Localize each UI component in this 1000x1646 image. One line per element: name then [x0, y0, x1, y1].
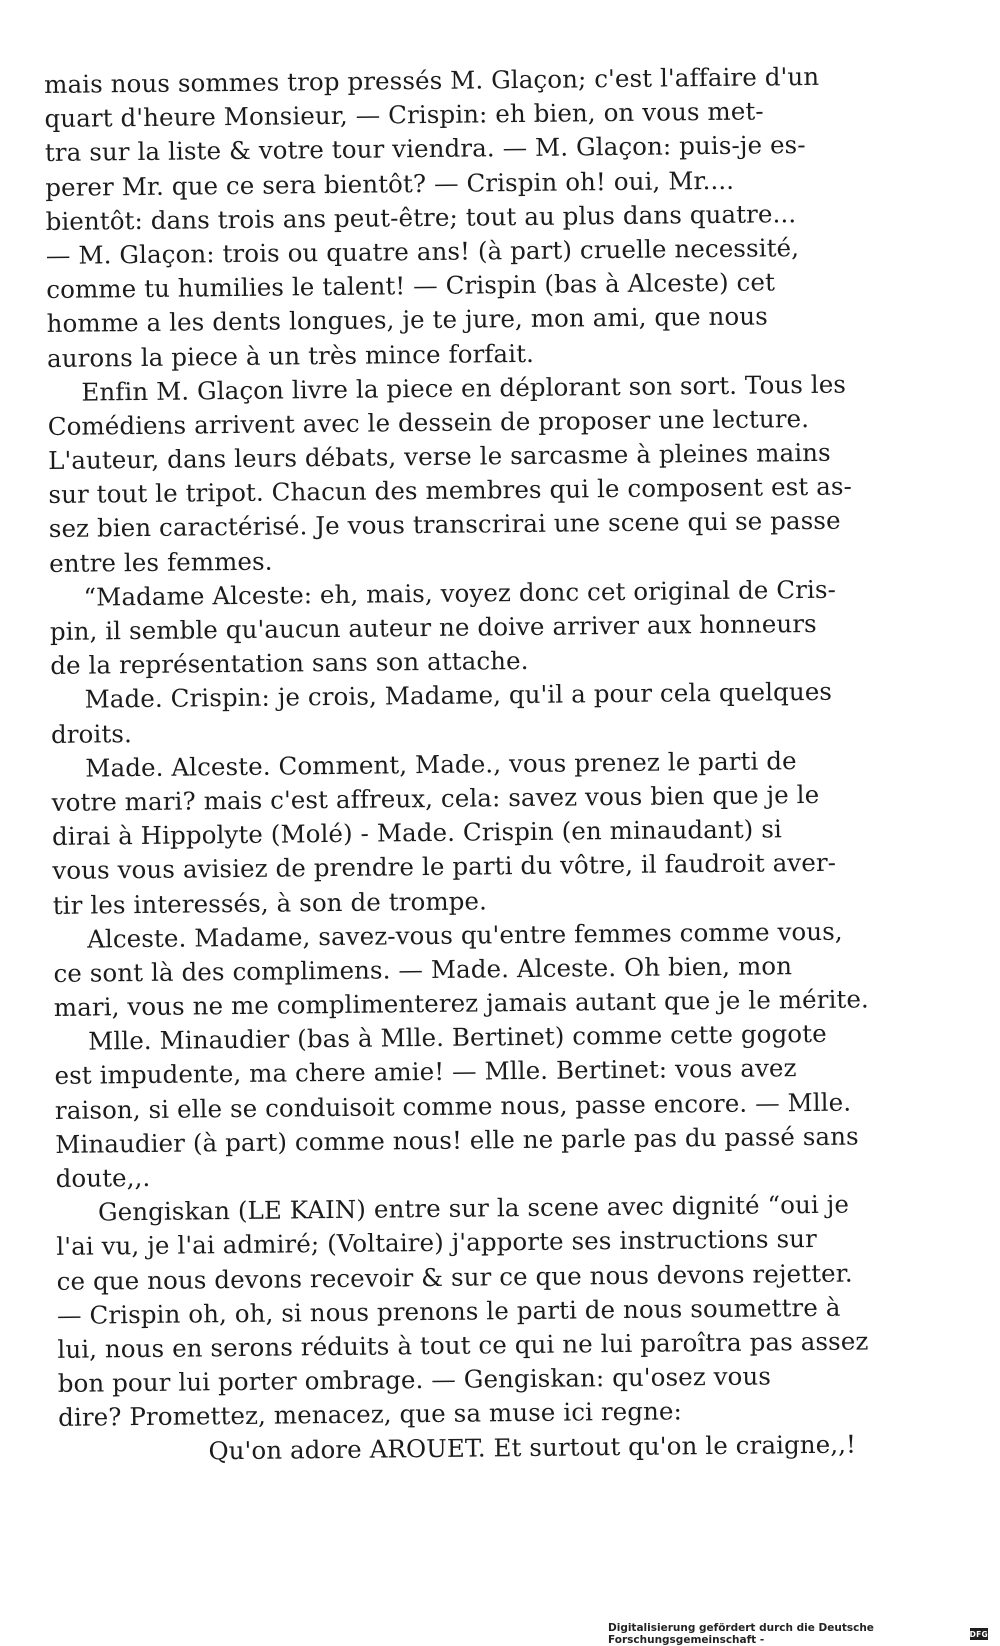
text-line: tra sur la liste & votre tour viendra. — M. Glaçon: puis-je es- [44, 130, 806, 168]
text-line: ce sont là des complimens. — Made. Alceste. Oh bien, mon [53, 951, 793, 988]
text-line: sez bien caractérisé. Je vous transcrirai une scene qui se passe [48, 506, 841, 544]
text-line: — M. Glaçon: trois ou quatre ans! (à part) cruelle necessité, [45, 233, 800, 270]
text-line: dire? Promettez, menacez, que sa muse ici regne: [57, 1396, 683, 1433]
text-line: L'auteur, dans leurs débats, verse le sarcasme à pleines mains [47, 437, 831, 476]
text-line: tir les interessés, à son de trompe. [52, 885, 488, 920]
text-line: entre les femmes. [49, 546, 273, 578]
text-line: Mlle. Minaudier (bas à Mlle. Bertinet) comme cette gogote [88, 1019, 827, 1056]
text-line: bon pour lui porter ombrage. — Gengiskan: qu'osez vous [57, 1361, 772, 1399]
page-text [44, 59, 939, 1470]
text-line: Alceste. Madame, savez-vous qu'entre femmes comme vous, [86, 916, 843, 954]
credit-text: Digitalisierung gefördert durch die Deutsche Forschungsgemeinschaft - [608, 1622, 874, 1646]
text-line: ce que nous devons recevoir & sur ce que nous devons rejetter. [56, 1258, 853, 1296]
text-line: Made. Crispin: je crois, Madame, qu'il a pour cela quelques [84, 677, 833, 714]
text-line: est impudente, ma chere amie! — Mlle. Bertinet: vous avez [54, 1053, 797, 1091]
text-line: Qu'on adore AROUET. Et surtout qu'on le craigne,,! [208, 1429, 857, 1465]
text-line: mais nous sommes trop pressés M. Glaçon; c'est l'affaire d'un [44, 61, 820, 99]
text-line: droits. [50, 718, 133, 749]
text-line: vous vous avisiez de prendre le parti du vôtre, il faudroit aver- [52, 848, 837, 886]
text-line: Comédiens arrivent avec le dessein de proposer une lecture. [47, 403, 810, 441]
text-line: mari, vous ne me complimenterez jamais autant que je le mérite. [53, 984, 870, 1023]
text-line: doute,,. [55, 1162, 151, 1193]
text-line: bientôt: dans trois ans peut-être; tout au plus dans quatre... [45, 198, 797, 236]
text-line: perer Mr. que ce sera bientôt? — Crispin oh! oui, Mr.... [45, 165, 735, 202]
text-line: — Crispin oh, oh, si nous prenons le parti de nous soumettre à [56, 1292, 841, 1330]
text-line: sur tout le tripot. Chacun des membres qui le composent est as- [48, 471, 853, 510]
text-line: Enfin M. Glaçon livre la piece en déplorant son sort. Tous les [81, 369, 847, 407]
text-line: quart d'heure Monsieur, — Crispin: eh bien, on vous met- [44, 96, 764, 134]
text-line: de la représentation sans son attache. [50, 646, 529, 681]
text-line: votre mari? mais c'est affreux, cela: savez vous bien que je le [51, 779, 820, 817]
text-line: pin, il semble qu'aucun auteur ne doive arriver aux honneurs [49, 608, 817, 646]
text-line: comme tu humilies le talent! — Crispin (bas à Alceste) cet [46, 267, 776, 305]
text-line: raison, si elle se conduisoit comme nous, passe encore. — Mlle. [54, 1087, 852, 1125]
text-line: homme a les dents longues, je te jure, mon ami, que nous [46, 301, 769, 339]
text-line: Minaudier (à part) comme nous! elle ne parle pas du passé sans [55, 1121, 859, 1159]
text-line: dirai à Hippolyte (Molé) - Made. Crispin (en minaudant) si [51, 814, 783, 852]
text-line: aurons la piece à un très mince forfait. [46, 338, 535, 373]
text-line: l'ai vu, je l'ai admiré; (Voltaire) j'apporte ses instructions sur [56, 1224, 818, 1262]
text-line: “Madame Alceste: eh, mais, voyez donc cet original de Cris- [83, 574, 837, 612]
text-line: lui, nous en serons réduits à tout ce qui ne lui paroîtra pas assez [57, 1326, 869, 1364]
dfg-logo-badge: DFG [969, 1629, 988, 1639]
text-line: Gengiskan (LE KAIN) entre sur la scene avec dignité “oui je [97, 1189, 850, 1227]
text-line: Made. Alceste. Comment, Made., vous prenez le parti de [85, 745, 797, 783]
digitization-credit [608, 1622, 988, 1646]
